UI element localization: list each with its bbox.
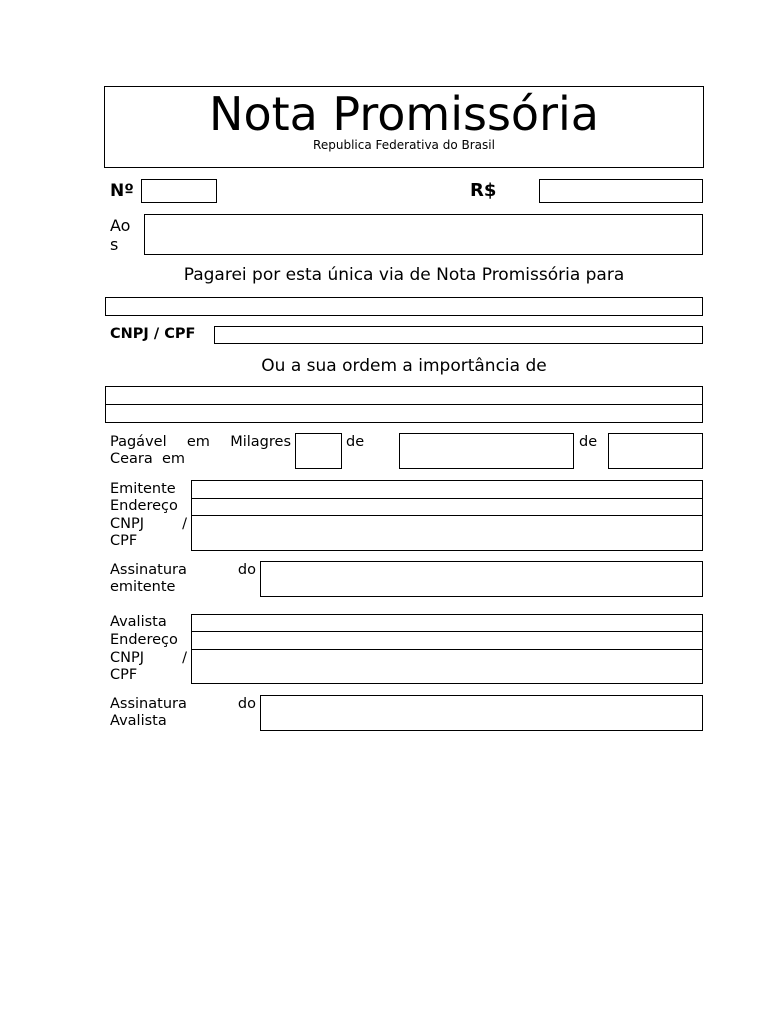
avalista-address-label: Endereço (110, 632, 178, 648)
avalista-signature-label-line2: Avalista (110, 713, 167, 729)
amount-words-field-2[interactable] (105, 404, 703, 423)
aos-label-line2: s (110, 235, 119, 254)
payable-label-line1 (110, 434, 291, 451)
avalista-signature-label-line1 (110, 696, 256, 713)
payee-field[interactable] (105, 297, 703, 316)
order-text: Ou a sua ordem a importância de (261, 356, 547, 376)
cnpj-cpf-field[interactable] (214, 326, 703, 344)
avalista-field[interactable] (191, 614, 703, 632)
payable-word: Milagres (230, 434, 291, 450)
emitente-address-label: Endereço (110, 498, 178, 514)
avalista-cnpj-field[interactable] (191, 649, 703, 684)
emitente-address-field[interactable] (191, 498, 703, 516)
amount-words-field-1[interactable] (105, 386, 703, 405)
payable-word: em (186, 434, 210, 450)
cnpj-word: CNPJ (110, 650, 144, 666)
emitente-label: Emitente (110, 481, 176, 497)
amount-field[interactable] (539, 179, 703, 203)
avalista-label: Avalista (110, 614, 167, 630)
avalista-cnpj-label (110, 650, 187, 667)
signature-word: do (237, 696, 256, 712)
slash-word: / (182, 650, 187, 666)
number-label: Nº (110, 181, 134, 201)
currency-label: R$ (470, 180, 497, 201)
month-field[interactable] (399, 433, 574, 469)
cnpj-word: CNPJ (110, 516, 144, 532)
signature-word: Assinatura (110, 562, 187, 578)
avalista-cpf-label: CPF (110, 667, 138, 683)
avalista-address-field[interactable] (191, 631, 703, 650)
document-subtitle: Republica Federativa do Brasil (313, 138, 495, 152)
emitente-cnpj-label (110, 516, 187, 533)
aos-field[interactable] (144, 214, 703, 255)
de-label-2: de (579, 434, 598, 450)
emitente-cnpj-field[interactable] (191, 515, 703, 551)
day-field[interactable] (295, 433, 342, 469)
signature-word: do (237, 562, 256, 578)
promise-text: Pagarei por esta única via de Nota Promissória para (183, 265, 625, 285)
document-title: Nota Promissória (209, 87, 599, 141)
emitente-signature-label-line1 (110, 562, 256, 579)
signature-word: Assinatura (110, 696, 187, 712)
payable-label-line2: Ceara em (110, 451, 186, 467)
emitente-cpf-label: CPF (110, 533, 138, 549)
emitente-signature-field[interactable] (260, 561, 703, 597)
slash-word: / (182, 516, 187, 532)
avalista-signature-field[interactable] (260, 695, 703, 731)
de-label-1: de (346, 434, 365, 450)
number-field[interactable] (141, 179, 217, 203)
payable-word: Pagável (110, 434, 167, 450)
emitente-field[interactable] (191, 480, 703, 499)
year-field[interactable] (608, 433, 703, 469)
emitente-signature-label-line2: emitente (110, 579, 176, 595)
cnpj-cpf-label: CNPJ / CPF (110, 326, 196, 342)
aos-label-line1: Ao (110, 216, 131, 235)
